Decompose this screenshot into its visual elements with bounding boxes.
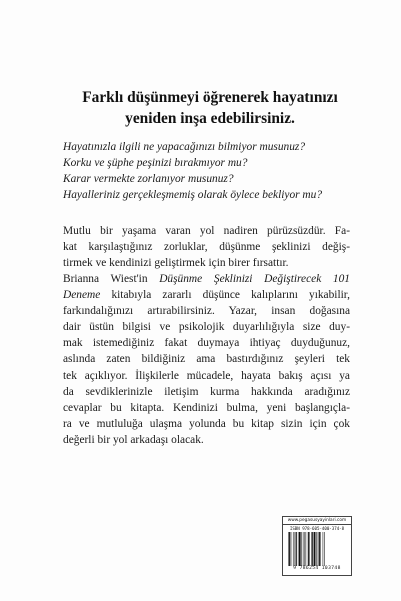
question-list [63, 139, 322, 203]
paragraph-description-line: dair üstün bilgisi ve psikolojik duyarlılığıyla size duy- [63, 321, 350, 334]
paragraph-description-line: değerli bir yol arkadaşı olacak. [63, 433, 204, 446]
paragraph-description-line: mak istemediğiniz fakat duymaya ihtiyaç duyduğunuz, [63, 337, 350, 350]
paragraph-description-line [63, 287, 350, 303]
paragraph-description-line: aslında zaten bildiğiniz ama bastırdığınız şeyleri tek [63, 353, 350, 366]
paragraph-description-line: farkındalığınızı artırabilirsiniz. Yazar, insan doğasına [63, 305, 350, 318]
paragraph-intro-line: Mutlu bir yaşama varan yol nadiren pürüzsüzdür. Fa- [63, 225, 350, 237]
paragraph-description-line: da sevdiklerinizle iletişim kurma hakkında aradığınız [63, 385, 350, 398]
barcode-label [282, 516, 352, 576]
paragraph-description-line [63, 271, 350, 287]
isbn-text: ISBN 978-605-400-374-8 [289, 526, 345, 531]
book-title-part-2: Deneme [63, 289, 101, 302]
question-3: Karar vermekte zorlanıyor musunuz? [63, 173, 234, 186]
paragraph-intro-line: tirmek ve kendinizi geliştirmek için birer fırsattır. [63, 257, 289, 270]
paragraph-description [63, 271, 350, 448]
paragraph-intro-line: kat karşılaştığınız zorluklar, düşünme şeklinizi değiş- [63, 241, 350, 254]
headline-line-2: yeniden inşa edebilirsiniz. [125, 110, 295, 127]
paragraph-description-line: tek açıklıyor. İlişkilerle mücadele, hayata bakış açısı ya [63, 369, 350, 382]
author-text: Brianna Wiest'in [63, 273, 160, 285]
paragraph-description-line: cevaplar bu kitapta. Kendinizi bulma, yeni başlangıçla- [63, 401, 350, 414]
paragraph-description-line: ra ve mutluluğa ulaşma yolunda bu kitap sizin için çok [63, 417, 350, 430]
question-1: Hayatınızla ilgili ne yapacağınızı bilmiyor musunuz? [63, 141, 306, 153]
publisher-url: www.pegasusyayinlari.com [283, 518, 351, 525]
book-title-part-1: Düşünme Şeklinizi Değiştirecek 101 [159, 273, 350, 285]
barcode-digits: 9 786254 103748 [293, 566, 341, 571]
barcode-icon [287, 532, 347, 566]
paragraph-intro [63, 223, 350, 271]
headline-line-1: Farklı düşünmeyi öğrenerek hayatınızı [82, 89, 338, 106]
headline [60, 87, 360, 129]
description-text: kitabıyla zararlı düşünce kalıplarını yıkabilir, [100, 289, 350, 302]
question-4: Hayalleriniz gerçekleşmemiş olarak öylece bekliyor mu? [63, 189, 323, 202]
question-2: Korku ve şüphe peşinizi bırakmıyor mu? [63, 157, 248, 170]
